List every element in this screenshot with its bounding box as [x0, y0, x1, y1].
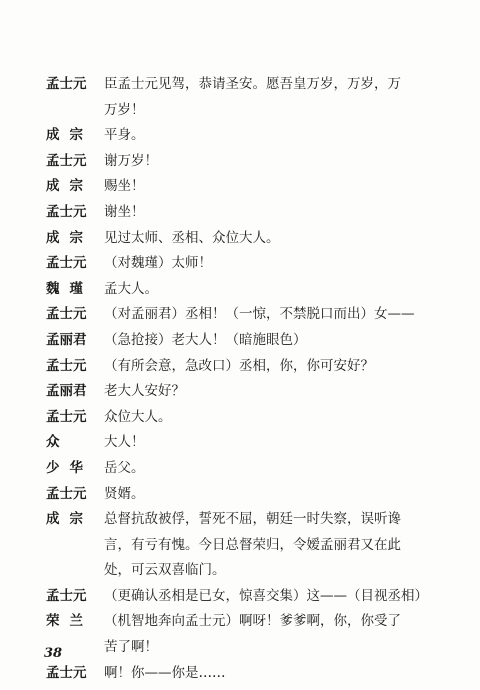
dialogue-text: 总督抗敌被俘，誓死不屈，朝廷一时失察，误听谗 — [104, 511, 401, 528]
speaker-name: 孟士元 — [46, 76, 87, 92]
dialogue-line — [46, 533, 436, 559]
dialogue-text: （有所会意，急改口）丞相，你，你可安好？ — [104, 357, 374, 374]
dialogue-line — [46, 482, 436, 508]
dialogue-line — [46, 405, 436, 431]
speaker-name: 孟士元 — [46, 152, 87, 169]
dialogue-line — [46, 149, 436, 175]
dialogue-text: 谢万岁！ — [104, 152, 158, 169]
dialogue-text: 岳父。 — [104, 459, 145, 476]
speaker-name: 魏瑾 — [46, 280, 93, 297]
dialogue-text: 赐坐！ — [104, 178, 145, 195]
dialogue-text: （更确认丞相是已女，惊喜交集）这——（目视丞相） — [104, 587, 428, 604]
dialogue-line — [46, 430, 436, 456]
dialogue-text: 贤婿。 — [104, 485, 145, 502]
speaker-name: 孟士元 — [46, 203, 87, 220]
speaker-name: 荣兰 — [46, 613, 93, 630]
dialogue-text: 苦了啊！ — [104, 639, 158, 656]
dialogue-line — [46, 379, 436, 405]
dialogue-text: （对魏瑾）太师！ — [104, 255, 212, 272]
dialogue-text: 谢坐！ — [104, 203, 145, 220]
dialogue-text: 孟大人。 — [104, 280, 158, 297]
dialogue-line — [46, 584, 436, 610]
dialogue-line — [46, 507, 436, 533]
dialogue-line — [46, 98, 436, 124]
dialogue-line — [46, 72, 436, 98]
dialogue-text: 万岁！ — [104, 101, 145, 118]
dialogue-line — [46, 609, 436, 635]
dialogue-line — [46, 328, 436, 354]
dialogue-text: （急抢接）老大人！（暗施眼色） — [104, 331, 307, 348]
dialogue-line — [46, 251, 436, 277]
dialogue-line — [46, 456, 436, 482]
speaker-name: 少华 — [46, 459, 93, 476]
speaker-name: 成宗 — [46, 127, 93, 144]
dialogue-text: 大人！ — [104, 434, 145, 451]
dialogue-text: （对孟丽君）丞相！（一惊，不禁脱口而出）女—— — [104, 306, 415, 323]
dialogue-text: 啊！你——你是…… — [104, 664, 226, 681]
speaker-name: 孟士元 — [46, 664, 87, 681]
speaker-name: 孟丽君 — [46, 331, 87, 348]
dialogue-text: 见过太师、丞相、众位大人。 — [104, 229, 280, 246]
speaker-name: 成宗 — [46, 178, 93, 195]
dialogue-text: 言，有亏有愧。今日总督荣归，令嫒孟丽君又在此 — [104, 536, 401, 553]
dialogue-line — [46, 302, 436, 328]
dialogue-line — [46, 174, 436, 200]
dialogue-text: 平身。 — [104, 127, 145, 144]
speaker-name: 孟士元 — [46, 587, 87, 604]
dialogue-text: （机智地奔向孟士元）啊呀！爹爹啊，你，你受了 — [104, 613, 401, 630]
speaker-name: 孟士元 — [46, 255, 87, 272]
dialogue-line — [46, 226, 436, 252]
dialogue-line — [46, 635, 436, 661]
dialogue-line — [46, 277, 436, 303]
dialogue-text: 处，可云双喜临门。 — [104, 562, 226, 579]
speaker-name: 成宗 — [46, 229, 93, 246]
dialogue-line — [46, 661, 436, 687]
dialogue-line — [46, 123, 436, 149]
speaker-name: 众 — [46, 434, 60, 451]
dialogue-line — [46, 200, 436, 226]
play-script — [46, 72, 436, 686]
speaker-name: 孟士元 — [46, 408, 87, 425]
dialogue-text: 老大人安好？ — [104, 383, 185, 400]
speaker-name: 孟丽君 — [46, 383, 87, 400]
speaker-name: 孟士元 — [46, 485, 87, 502]
dialogue-text: 众位大人。 — [104, 408, 172, 425]
dialogue-line — [46, 558, 436, 584]
dialogue-text: 臣孟士元见驾，恭请圣安。愿吾皇万岁，万岁，万 — [104, 76, 401, 92]
page-number: 38 — [44, 646, 63, 661]
dialogue-line — [46, 354, 436, 380]
speaker-name: 成宗 — [46, 511, 93, 528]
speaker-name: 孟士元 — [46, 306, 87, 323]
speaker-name: 孟士元 — [46, 357, 87, 374]
